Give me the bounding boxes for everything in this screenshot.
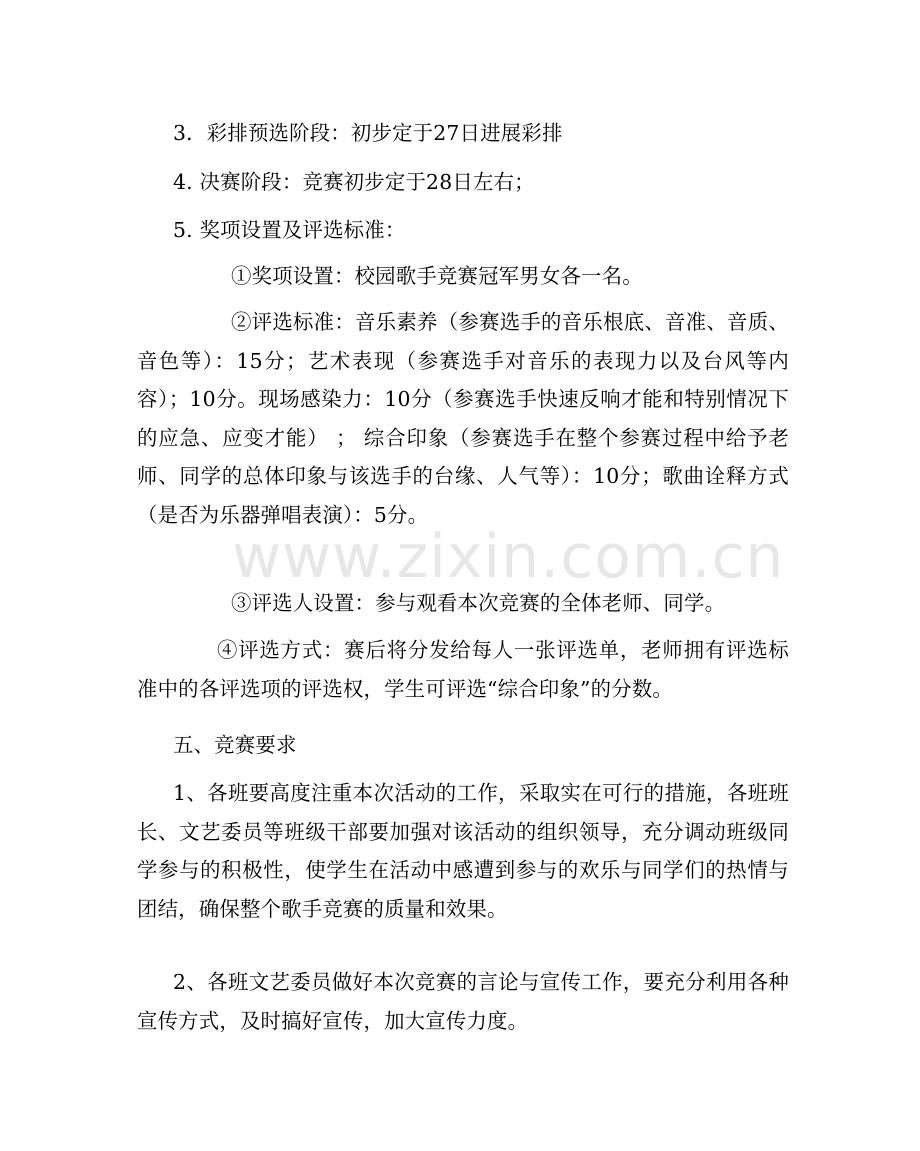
paragraph-awards-heading: 5. 奖项设置及评选标准： [173,218,406,242]
paragraph-requirement-1: 1、各班要高度注重本次活动的工作，采取实在可行的措施，各班班长、文艺委员等班级干部要加强对该活动的组织领导，充分调动班级同学参与的积极性，使学生在活动中感遭到参与的欢乐与同学们的热情与团结，确保整个歌手竞赛的质量和效果。 [137,781,789,921]
paragraph-final-stage: 4. 决赛阶段：竞赛初步定于28日左右； [173,170,535,194]
paragraph-judging-criteria: ②评选标准：音乐素养（参赛选手的音乐根底、音准、音质、音色等）：15分；艺术表现（参赛选手对音乐的表现力以及台风等内容）；10分。现场感染力：10分（参赛选手快速反响才能和特别情况下的应急、应变才能） ； 综合印象（参赛选手在整个参赛过程中给予老师、同学的总体印象与该选手的台缘、人气等）：10分；歌曲诠释方式（是否为乐器弹唱表演）：5分。 [137,310,789,527]
paragraph-requirement-2: 2、各班文艺委员做好本次竞赛的言论与宣传工作，要充分利用各种宣传方式，及时搞好宣传，加大宣传力度。 [137,970,789,1033]
section-heading-requirements: 五、竞赛要求 [173,733,297,757]
paragraph-rehearsal-stage: 3．彩排预选阶段：初步定于27日进展彩排 [173,121,563,145]
site-watermark: www.zixin.com.cn [232,522,785,592]
paragraph-award-setting: ①奖项设置：校园歌手竞赛冠军男女各一名。 [231,264,643,288]
paragraph-judges: ③评选人设置：参与观看本次竞赛的全体老师、同学。 [231,591,726,615]
paragraph-judging-method: ④评选方式：赛后将分发给每人一张评选单，老师拥有评选标准中的各评选项的评选权，学生可评选“综合印象”的分数。 [137,638,789,701]
